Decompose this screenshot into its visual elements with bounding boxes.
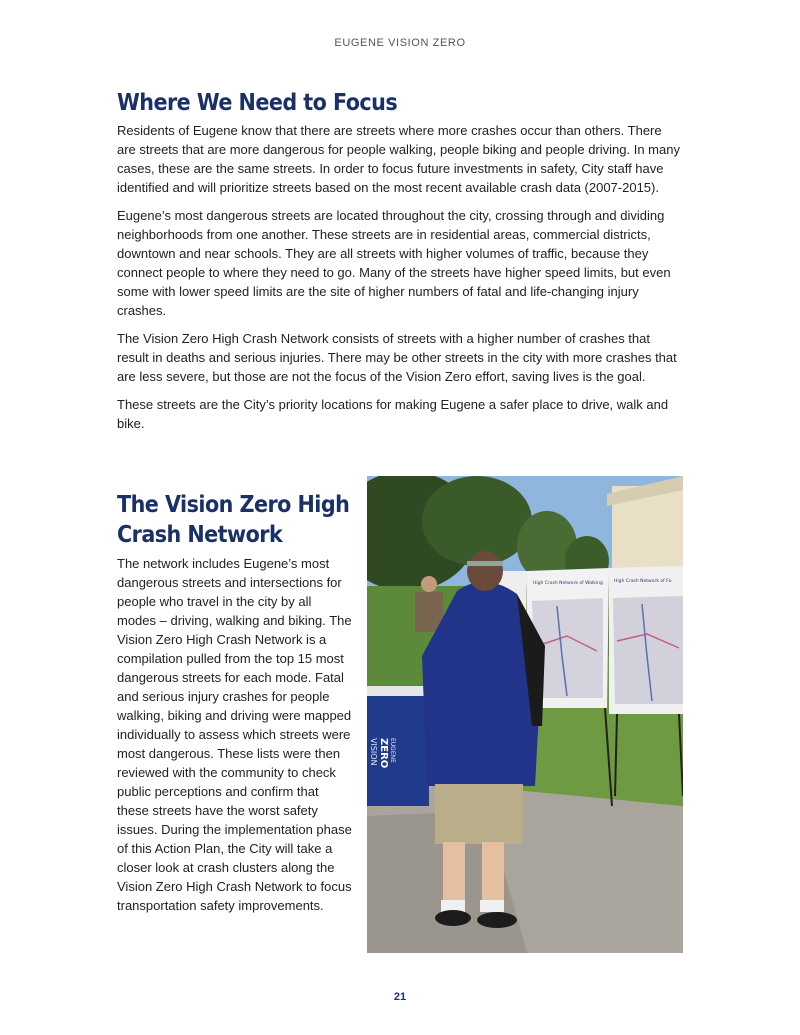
section-title-line-2: Crash Network — [117, 522, 283, 548]
event-photo — [367, 476, 683, 953]
network-description: The network includes Eugene’s most dangerous streets and intersections for people who travel in the city by all modes – driving, walking and biking. The Vision Zero High Crash Network is a compilation pulled from the top 15 most dangerous streets for each mode. Fatal and serious injury crashes for people walking, biking and driving were mapped individually to assess which streets were most dangerous. These lists were then reviewed with the community to check public perceptions and confirm that these streets have the worst safety issues. During the implementation phase of this Action Plan, the City will take a closer look at crash clusters along the Vision Zero High Crash Network to focus transportation safety improvements. — [117, 556, 352, 913]
network-description-column — [117, 490, 352, 915]
running-header: EUGENE VISION ZERO — [334, 37, 466, 49]
section-title: Where We Need to Focus — [117, 90, 398, 116]
section-where-we-need-to-focus — [117, 88, 683, 442]
poster-title-walking: High Crash Network of Walking — [533, 581, 603, 586]
banner-text-vision: VISION — [369, 738, 378, 766]
paragraph-4: These streets are the City’s priority locations for making Eugene a safer place to drive, walk and bike. — [117, 397, 669, 431]
section-title — [117, 490, 350, 550]
banner-text-zero: ZERO — [378, 738, 389, 769]
section-title-line-1: The Vision Zero High — [117, 492, 350, 518]
page-number: 21 — [393, 991, 407, 1003]
paragraph-3: The Vision Zero High Crash Network consists of streets with a higher number of crashes that result in deaths and serious injuries. There may be other streets in the city with more crashes that are less severe, but those are not the focus of the Vision Zero effort, saving lives is the goal. — [117, 331, 677, 384]
poster-title-second: High Crash Network of Fo — [614, 579, 672, 584]
paragraph-2: Eugene’s most dangerous streets are located throughout the city, crossing through and dividing neighborhoods from one another. These streets are in residential areas, commercial districts, downtown and near schools. They are all streets with higher volumes of traffic, because they connect people to where they need to go. Many of the streets have higher speed limits, but even some with lower speed limits are the site of higher numbers of fatal and life-changing injury crashes. — [117, 208, 671, 318]
section-high-crash-network — [117, 490, 683, 915]
paragraph-1: Residents of Eugene know that there are streets where more crashes occur than others. There are streets that are more dangerous for people walking, people biking and people driving. In many cases, these are the same streets. In order to focus future investments in safety, City staff have identified and will prioritize streets based on the most recent available crash data (2007-2015). — [117, 123, 680, 195]
banner-text-eugene: EUGENE — [389, 738, 396, 763]
